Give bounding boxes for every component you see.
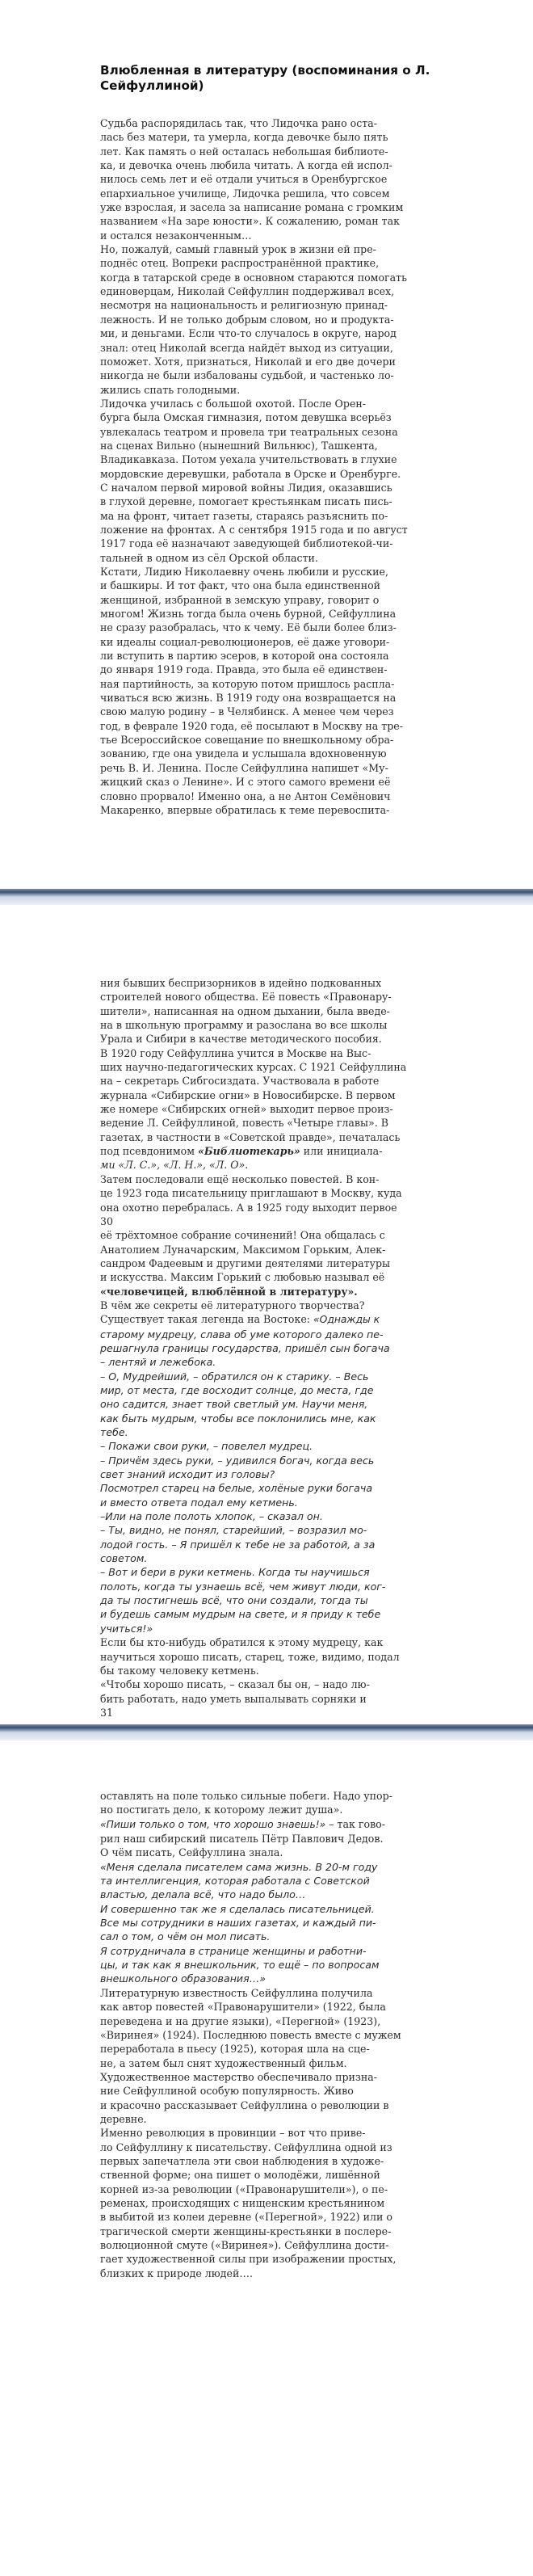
text-line: тальней в одном из сёл Орской области. [100,551,318,564]
quote-line: свет знаний исходит из головы? [100,1468,275,1481]
text-line: ственной форме; она пишет о молодёжи, лишённой [100,2169,380,2182]
text-line: многом! Жизнь тогда была очень бурной, Сейфуллина [100,608,397,621]
text-line: лет. Как память о ней осталась небольшая библиоте- [100,145,388,158]
text-line: до января 1919 года. Правда, это была её единствен- [100,663,388,676]
quote-line: мир, от места, где восходит солнце, до места, где [100,1383,374,1396]
text-line: В чём же секреты её литературного творчества? [100,1299,365,1311]
text-line: «человечицей, влюблённой в литературу». [100,1285,358,1298]
text-line: «Пиши только о том, что хорошо знаешь!» – так гово- [100,1817,385,1830]
quote-line: – Вот и бери в руки кетмень. Когда ты научишься [100,1566,370,1579]
text-line: ших научно-педагогических курсах. С 1921 Сейфуллина [100,1061,407,1074]
text-line: в глухой деревне, помогает крестьянкам писать пись- [100,495,392,508]
text-line: на – секретарь Сибгосиздата. Участвовала в работе [100,1075,380,1088]
page-2 [0,905,533,1724]
text-line: поднёс отец. Вопреки распространённой практике, [100,257,380,270]
text-line: оставлять на поле только сильные побеги. Надо упор- [100,1790,392,1802]
quote-line: – Покажи свои руки, – повелел мудрец. [100,1440,313,1453]
text-line: шители», написанная на одном дыхании, была введе- [100,1004,390,1017]
text-line: ма на фронт, читает газеты, стараясь разъяснить по- [100,509,388,522]
text-line: ременах, происходящих с нищенским крестьянином [100,2196,385,2209]
page-number: 30 [100,1214,114,1227]
text-line: журнала «Сибирские огни» в Новосибирске. В первом [100,1088,396,1101]
quote-line: учиться!» [100,1622,153,1635]
quote-line: внешкольного образования…» [100,1972,266,1985]
text-line: ка, и девочка очень любила читать. А когда ей испол- [100,159,392,172]
page-2-text [100,976,434,1719]
text-line: Художественное мастерство обеспечивало призна- [100,2070,377,2083]
quote-line: оно садится, знает твой светлый ум. Научи меня, [100,1398,368,1411]
text-line: Урала и Сибири в качестве методического пособия. [100,1033,382,1046]
quote-line: старому мудрецу, слава об уме которого далеко пе- [100,1328,384,1341]
page-separator [0,889,533,905]
text-line: корней из-за революции («Правонарушители»), о пе- [100,2182,388,2195]
quote-line: лодой гость. – Я пришёл к тебе не за работой, а за [100,1538,376,1551]
quote-line: и будешь самым мудрым на свете, и я приду к тебе [100,1608,381,1621]
text-line: Именно революция в провинции – вот что приве- [100,2127,366,2140]
text-line: чиваться всю жизнь. В 1919 году она возвращается на [100,692,397,705]
quote-line: полоть, когда ты узнаешь всё, чем живут люди, ког- [100,1580,386,1593]
text-line: газетах, в частности в «Советской правде», печаталась [100,1130,401,1143]
text-line: деревне. [100,2112,147,2125]
quote-line: – О, Мудрейший, – обратился он к старику. – Весь [100,1370,369,1383]
text-line: и искусства. Максим Горький с любовью называл её [100,1271,385,1284]
text-line: и башкиры. И тот факт, что она была единственной [100,579,381,592]
text-line: бы такому человеку кетмень. [100,1664,259,1677]
text-line: на в школьную программу и разослана во все школы [100,1019,388,1032]
quote-line: властью, делала всё, что надо было… [100,1888,306,1901]
text-line: её трёхтомное собрание сочинений! Она общалась с [100,1229,385,1242]
text-line: Лидочка училась с большой охотой. После Орен- [100,397,367,410]
page-3-content [100,1789,434,2280]
text-line: жились спать голодными. [100,383,241,396]
text-line: Если бы кто-нибудь обратился к этому мудрецу, как [100,1636,384,1649]
text-line: не, а затем был снят художественный фильм. [100,2056,347,2069]
text-line: «Виринея» (1924). Последнюю повесть вместе с мужем [100,2028,401,2041]
text-line: уже взрослая, и засела за написание романа с громким [100,201,404,214]
quote-line: «Меня сделала писателем сама жизнь. В 20-м году [100,1860,378,1873]
text-line: ми «Л. С.», «Л. Н.», «Л. О». [100,1159,249,1172]
text-line: Владикавказа. Потом уехала учительствовать в глухие [100,453,397,466]
text-line: лежность. И не только добрым словом, но и продукта- [100,313,394,326]
quote-line: – лентяй и лежебока. [100,1356,216,1369]
text-line: под псевдонимом «Библиотекарь» или инициала- [100,1145,383,1158]
text-line: Но, пожалуй, самый главный урок в жизни ей пре- [100,243,376,256]
text-line: единоверцам, Николай Сейфуллин поддерживал всех, [100,285,395,298]
text-line: ли вступить в партию эсеров, в которой она состояла [100,650,389,663]
text-line: трагической смерти женщины-крестьянки в послере- [100,2225,392,2237]
text-line: но постигать дело, к которому лежит душа». [100,1804,343,1816]
text-line: мордовские деревушки, работала в Орске и Оренбурге. [100,467,401,480]
text-line: бить работать, надо уметь выпалывать сорняки и [100,1692,367,1705]
text-line: С началом первой мировой войны Лидия, оказавшись [100,481,392,494]
text-line: ми, и деньгами. Если что-то случалось в округе, народ [100,327,397,340]
text-line: Затем последовали ещё несколько повестей. В кон- [100,1172,380,1185]
page-1-text [100,116,434,817]
text-line: жицкий сказ о Ленине». И с этого самого времени её [100,776,391,789]
text-line: год, в феврале 1920 года, её посылают в Москву на тре- [100,719,404,732]
text-line: Литературную известность Сейфуллина получила [100,1986,373,1999]
text-line: ки идеалы социал-революционеров, её даже уговори- [100,635,390,648]
page-1 [0,0,533,889]
text-line: и остался незаконченным… [100,229,252,242]
text-line: названием «На заре юности». К сожалению, роман так [100,215,400,228]
text-line: как автор повестей «Правонарушители» (1922, была [100,2001,386,2014]
text-line: Судьба распорядилась так, что Лидочка рано оста- [100,117,378,129]
text-line: близких к природе людей…. [100,2267,253,2279]
text-line: несмотря на национальность и религиозную принад- [100,299,388,312]
quote-line: решагнула границы государства, пришёл сын богача [100,1341,390,1354]
text-line: переведена и на другие языки), «Перегной» (1923), [100,2014,381,2027]
quote-line: цы, и так как я внешкольник, то ещё – по вопросам [100,1959,380,1972]
text-line: же номере «Сибирских огней» выходит первое произ- [100,1103,393,1116]
text-line: не сразу разобралась, что к чему. Её были более близ- [100,621,397,634]
text-line: Существует такая легенда на Востоке: «Однажды к [100,1313,380,1326]
text-line: первых запечатлела эти свои наблюдения в художе- [100,2154,384,2167]
text-line: Анатолием Луначарским, Максимом Горьким, Алек- [100,1243,386,1256]
text-line: никогда не были избалованы судьбой, и частенько ло- [100,369,394,382]
text-line: бурга была Омская гимназия, потом девушка всерьёз [100,411,392,424]
quote-line: Я сотрудничала в странице женщины и работни- [100,1944,367,1957]
text-line: на сценах Вильно (нынешний Вильнюс), Ташкента, [100,439,378,452]
quote-line: да ты постигнешь всё, что они создали, тогда ты [100,1594,368,1607]
quote-line: – Ты, видно, не понял, старейший, – возразил мо- [100,1524,367,1537]
text-line: в выбитой из колеи деревне («Перегной», 1922) или о [100,2211,392,2224]
text-line: лась без матери, та умерла, когда девочке было пять [100,131,388,144]
page-separator [0,1724,533,1740]
text-line: гает художественной силы при изображении простых, [100,2253,397,2266]
text-line: Кстати, Лидию Николаевну очень любили и русские, [100,566,388,578]
text-line: нилось семь лет и её отдали учиться в Оренбургское [100,173,388,186]
text-line: женщиной, избранной в земскую управу, говорит о [100,593,380,606]
quote-line: и вместо ответа подал ему кетмень. [100,1496,298,1509]
quote-line: И совершенно так же я сделалась писательницей. [100,1902,375,1915]
text-line: она охотно перебралась. А в 1925 году выходит первое [100,1201,397,1214]
text-line: О чём писать, Сейфуллина знала. [100,1846,283,1859]
page-3 [0,1740,533,2576]
text-line: поможет. Хотя, признаться, Николай и его две дочери [100,355,396,368]
page-2-content [100,976,434,1719]
quote-line: та интеллигенция, которая работала с Советской [100,1875,370,1888]
text-line: це 1923 года писательницу приглашают в Москву, куда [100,1187,402,1200]
text-line: строителей нового общества. Её повесть «Правонару- [100,991,392,1004]
quote-line: тебе. [100,1426,128,1438]
page-1-content [100,63,434,817]
article-title: Влюбленная в литературу (воспоминания о Л. Сейфуллиной) [100,63,430,93]
text-line: ложение на фронтах. А с сентября 1915 года и по август [100,523,408,536]
text-line: ная партийность, за которую потом пришлось распла- [100,677,395,690]
quote-line: сал о том, о чём он мол писать. [100,1930,271,1943]
quote-line: как быть мудрым, чтобы все поклонились мне, как [100,1412,376,1425]
quote-line: Посмотрел старец на белые, холёные руки богача [100,1482,373,1495]
text-line: «Чтобы хорошо писать, – сказал бы он, – надо лю- [100,1678,370,1691]
text-line: 1917 года её назначают заведующей библиотекой-чи- [100,537,393,550]
text-line: когда в татарской среде в основном стараются помогать [100,271,407,284]
quote-line: советом. [100,1552,148,1565]
text-line: и красочно рассказывает Сейфуллина о революции в [100,2098,389,2111]
text-line: тье Всероссийское совещание по внешкольному обра- [100,734,394,747]
text-line: епархиальное училище, Лидочка решила, что совсем [100,187,390,200]
text-line: В 1920 году Сейфуллина учится в Москве на Выс- [100,1046,371,1059]
text-line: научиться хорошо писать, старец, тоже, видимо, подал [100,1650,400,1663]
page-number: 31 [100,1706,114,1719]
text-line: ние Сейфуллиной особую популярность. Живо [100,2085,354,2098]
text-line: увлекалась театром и провела три театральных сезона [100,425,398,438]
text-line: сандром Фадеевым и другими деятелями литературы [100,1256,391,1269]
text-line: рил наш сибирский писатель Пётр Павлович Дедов. [100,1833,384,1846]
page-3-text [100,1789,434,2280]
text-line: речь В. И. Ленина. После Сейфуллина напишет «Му- [100,761,388,774]
text-line: зованию, где она увидела и услышала вдохновенную [100,747,387,760]
text-line: знал: отец Николай всегда найдёт выход из ситуации, [100,341,393,354]
text-line: словно прорвало! Именно она, а не Антон Семёнович [100,789,391,802]
text-line: свою малую родину – в Челябинск. А менее чем через [100,705,394,718]
text-line: ло Сейфуллину к писательству. Сейфуллина одной из [100,2140,392,2153]
quote-line: Все мы сотрудники в наших газетах, и каждый пи- [100,1917,376,1930]
text-line: волюционной смуте («Виринея»). Сейфуллина дости- [100,2239,389,2251]
text-line: ния бывших беспризорников в идейно подкованных [100,977,382,989]
text-line: Макаренко, впервые обратилась к теме перевоспита- [100,803,390,816]
text-line: ведение Л. Сейфуллиной, повесть «Четыре главы». В [100,1117,389,1130]
quote-line: – Причём здесь руки, – удивился богач, когда весь [100,1454,375,1467]
quote-line: –Или на поле полоть хлопок, – сказал он. [100,1510,323,1523]
text-line: переработала в пьесу (1925), которая шла на сце- [100,2043,370,2056]
